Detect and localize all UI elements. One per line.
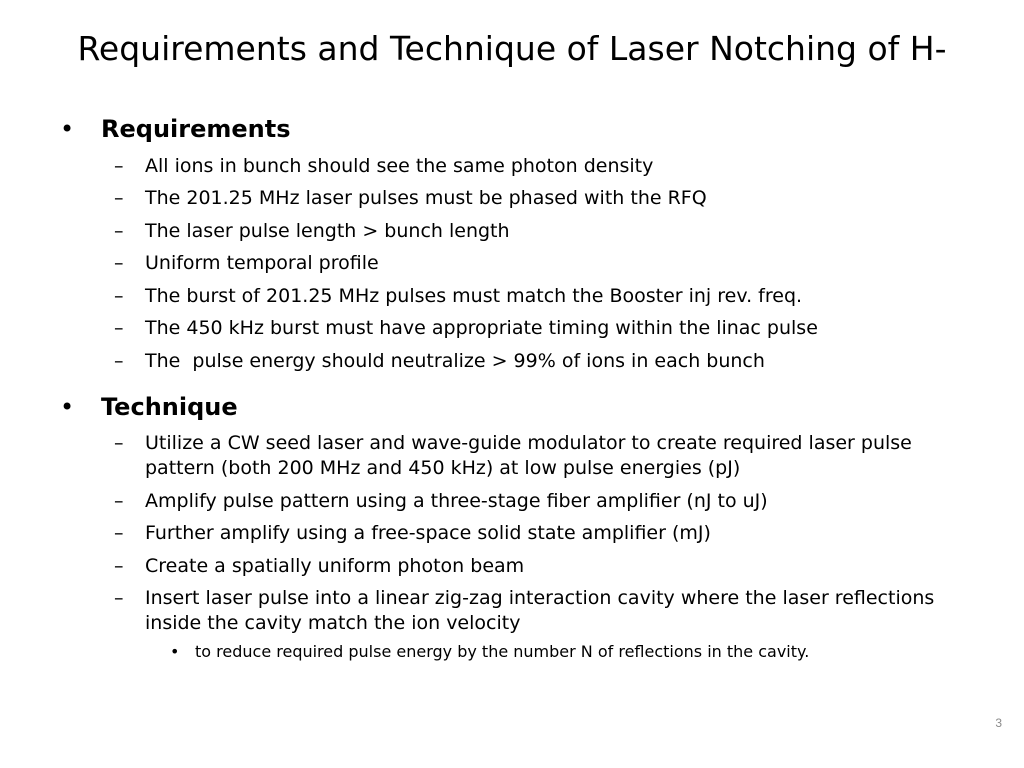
list-item-text: Utilize a CW seed laser and wave-guide modulator to create required laser pulse pattern (both 200 MHz and 450 kHz) at low pulse energies (pJ) xyxy=(145,432,912,479)
dash-icon: – xyxy=(114,252,124,274)
section-spacer xyxy=(58,374,978,390)
dash-icon: – xyxy=(114,317,124,339)
dash-icon: – xyxy=(114,219,124,242)
page-number: 3 xyxy=(995,716,1002,730)
list-item xyxy=(58,316,978,341)
bullet-icon: • xyxy=(60,115,75,143)
list-item xyxy=(58,284,978,309)
slide-body xyxy=(58,112,978,663)
list-item xyxy=(58,154,978,179)
list-item-text: All ions in bunch should see the same photon density xyxy=(145,154,654,177)
list-item-text: The pulse energy should neutralize > 99% of ions in each bunch xyxy=(145,349,765,372)
dash-icon: – xyxy=(114,187,124,209)
dash-icon: – xyxy=(114,489,124,512)
dash-icon: – xyxy=(114,154,124,177)
list-item xyxy=(58,554,978,579)
dash-icon: – xyxy=(114,587,124,609)
slide-title: Requirements and Technique of Laser Notching of H- xyxy=(77,29,947,68)
dash-icon: – xyxy=(114,522,124,544)
section-heading-label: Technique xyxy=(101,392,238,421)
dash-icon: – xyxy=(114,432,124,454)
list-item xyxy=(58,251,978,276)
list-item xyxy=(58,431,978,481)
sub-list-item xyxy=(58,641,978,663)
bullet-icon: • xyxy=(170,642,180,661)
technique-list xyxy=(58,431,978,636)
list-item-text: The 201.25 MHz laser pulses must be phased with the RFQ xyxy=(145,187,707,209)
requirements-list xyxy=(58,154,978,374)
list-item-text: Insert laser pulse into a linear zig-zag interaction cavity where the laser reflections inside the cavity match the ion velocity xyxy=(145,587,935,634)
dash-icon: – xyxy=(114,554,124,577)
list-item-text: Amplify pulse pattern using a three-stage fiber amplifier (nJ to uJ) xyxy=(145,489,768,512)
section-heading-label: Requirements xyxy=(101,115,291,143)
dash-icon: – xyxy=(114,284,124,307)
list-item-text: Uniform temporal profile xyxy=(145,252,379,274)
list-item-text: The burst of 201.25 MHz pulses must match the Booster inj rev. freq. xyxy=(145,284,803,307)
section-heading-requirements xyxy=(58,112,978,146)
list-item xyxy=(58,521,978,546)
list-item xyxy=(58,586,978,636)
list-item xyxy=(58,219,978,244)
bullet-icon: • xyxy=(60,392,75,421)
list-item xyxy=(58,186,978,211)
section-heading-technique xyxy=(58,390,978,424)
list-item-text: Further amplify using a free-space solid state amplifier (mJ) xyxy=(145,522,711,544)
list-item xyxy=(58,349,978,374)
sub-list-item-text: to reduce required pulse energy by the number N of reflections in the cavity. xyxy=(195,642,810,661)
list-item-text: Create a spatially uniform photon beam xyxy=(145,554,525,577)
dash-icon: – xyxy=(114,349,124,372)
list-item xyxy=(58,489,978,514)
list-item-text: The laser pulse length > bunch length xyxy=(145,219,510,242)
list-item-text: The 450 kHz burst must have appropriate timing within the linac pulse xyxy=(145,317,818,339)
